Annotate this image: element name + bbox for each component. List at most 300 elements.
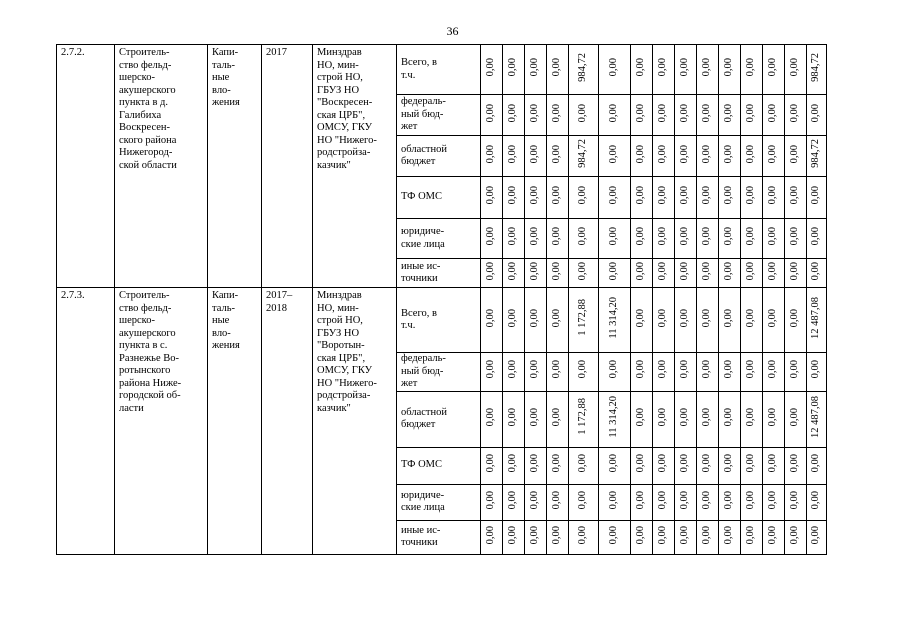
value-text: 0,00 [551, 58, 563, 77]
value-cell [741, 391, 763, 447]
value-cell [763, 520, 785, 554]
value-text: 0,00 [507, 454, 519, 473]
value-text: 0,00 [745, 454, 757, 473]
value-cell [569, 259, 599, 288]
value-cell [547, 95, 569, 136]
value-cell [785, 447, 807, 484]
value-cell [741, 219, 763, 259]
value-cell [569, 484, 599, 520]
value-cell [481, 45, 503, 95]
value-text: 12 487,08 [810, 395, 822, 438]
value-text: 0,00 [723, 407, 735, 426]
value-text: 0,00 [701, 227, 713, 246]
funding-source: ТФ ОМС [397, 447, 481, 484]
value-cell [763, 177, 785, 219]
value-cell [675, 353, 697, 392]
value-cell [481, 391, 503, 447]
value-cell [763, 95, 785, 136]
value-text: 0,00 [529, 58, 541, 77]
value-text: 0,00 [701, 490, 713, 509]
value-cell [675, 484, 697, 520]
value-cell [503, 45, 525, 95]
value-cell [631, 391, 653, 447]
value-cell [763, 484, 785, 520]
value-cell [525, 177, 547, 219]
value-text: 0,00 [810, 490, 822, 509]
value-text: 0,00 [767, 360, 779, 379]
value-text: 0,00 [789, 454, 801, 473]
value-cell [741, 177, 763, 219]
value-text: 0,00 [789, 103, 801, 122]
value-cell [653, 484, 675, 520]
value-cell [547, 288, 569, 353]
value-cell [675, 391, 697, 447]
value-cell [675, 520, 697, 554]
value-text: 0,00 [529, 360, 541, 379]
value-text: 0,00 [529, 490, 541, 509]
value-cell [503, 353, 525, 392]
value-text: 0,00 [485, 144, 497, 163]
value-cell [675, 95, 697, 136]
value-cell [741, 45, 763, 95]
value-cell [481, 177, 503, 219]
value-text: 0,00 [529, 308, 541, 327]
value-cell [807, 136, 827, 177]
value-text: 0,00 [723, 227, 735, 246]
value-cell [653, 520, 675, 554]
value-text: 0,00 [723, 525, 735, 544]
value-cell [719, 177, 741, 219]
value-cell [741, 136, 763, 177]
value-cell [785, 520, 807, 554]
value-text: 0,00 [789, 58, 801, 77]
value-text: 0,00 [723, 454, 735, 473]
value-cell [719, 520, 741, 554]
value-cell [503, 259, 525, 288]
value-cell [525, 484, 547, 520]
finance-table [56, 44, 827, 555]
value-text: 0,00 [485, 103, 497, 122]
value-text: 0,00 [810, 103, 822, 122]
value-cell [503, 484, 525, 520]
value-text: 0,00 [577, 186, 589, 205]
value-cell [785, 288, 807, 353]
value-cell [719, 288, 741, 353]
value-text: 0,00 [657, 360, 669, 379]
value-cell [785, 219, 807, 259]
value-text: 0,00 [745, 407, 757, 426]
value-cell [697, 219, 719, 259]
value-cell [525, 136, 547, 177]
value-cell [481, 353, 503, 392]
value-cell [631, 45, 653, 95]
value-cell [547, 520, 569, 554]
value-text: 1 172,88 [577, 299, 589, 337]
value-text: 0,00 [485, 308, 497, 327]
value-cell [807, 353, 827, 392]
value-cell [525, 95, 547, 136]
value-text: 0,00 [551, 308, 563, 327]
value-text: 0,00 [507, 261, 519, 280]
value-cell [631, 95, 653, 136]
value-cell [675, 177, 697, 219]
value-text: 0,00 [657, 227, 669, 246]
value-text: 0,00 [529, 407, 541, 426]
value-cell [697, 353, 719, 392]
value-text: 0,00 [635, 454, 647, 473]
value-cell [599, 259, 631, 288]
value-cell [653, 447, 675, 484]
value-text: 0,00 [810, 454, 822, 473]
value-text: 0,00 [608, 58, 620, 77]
value-text: 0,00 [745, 360, 757, 379]
value-text: 0,00 [767, 490, 779, 509]
value-text: 0,00 [485, 58, 497, 77]
value-cell [569, 136, 599, 177]
value-text: 0,00 [635, 360, 647, 379]
value-cell [599, 447, 631, 484]
value-text: 0,00 [485, 261, 497, 280]
value-text: 0,00 [745, 103, 757, 122]
value-cell [569, 177, 599, 219]
value-cell [719, 447, 741, 484]
value-text: 0,00 [679, 525, 691, 544]
value-text: 984,72 [577, 52, 589, 82]
value-cell [763, 45, 785, 95]
value-cell [807, 259, 827, 288]
value-text: 0,00 [723, 490, 735, 509]
value-cell [653, 259, 675, 288]
value-text: 0,00 [635, 103, 647, 122]
value-cell [547, 391, 569, 447]
value-text: 0,00 [507, 308, 519, 327]
value-cell [785, 95, 807, 136]
value-text: 0,00 [657, 454, 669, 473]
value-text: 0,00 [551, 360, 563, 379]
value-cell [631, 520, 653, 554]
value-cell [525, 520, 547, 554]
funding-source: областной бюджет [397, 136, 481, 177]
item-code: 2.7.2. [57, 45, 115, 288]
value-cell [525, 391, 547, 447]
value-cell [653, 391, 675, 447]
value-cell [503, 447, 525, 484]
value-text: 0,00 [701, 454, 713, 473]
value-text: 0,00 [679, 407, 691, 426]
value-text: 0,00 [635, 144, 647, 163]
table-body [57, 45, 827, 555]
page-number: 36 [446, 24, 459, 38]
value-cell [569, 95, 599, 136]
value-text: 0,00 [789, 490, 801, 509]
value-text: 0,00 [635, 490, 647, 509]
value-text: 0,00 [745, 186, 757, 205]
value-text: 0,00 [529, 227, 541, 246]
value-cell [547, 353, 569, 392]
value-cell [719, 259, 741, 288]
value-cell [741, 447, 763, 484]
value-text: 0,00 [701, 261, 713, 280]
value-text: 0,00 [701, 407, 713, 426]
value-cell [547, 484, 569, 520]
value-text: 0,00 [657, 58, 669, 77]
value-text: 0,00 [745, 58, 757, 77]
value-cell [503, 288, 525, 353]
value-cell [599, 353, 631, 392]
value-text: 0,00 [485, 186, 497, 205]
value-cell [697, 447, 719, 484]
value-text: 0,00 [635, 407, 647, 426]
value-cell [569, 288, 599, 353]
funding-source: иные ис- точники [397, 259, 481, 288]
funding-source: Всего, в т.ч. [397, 45, 481, 95]
value-cell [631, 353, 653, 392]
value-cell [675, 136, 697, 177]
value-text: 0,00 [608, 525, 620, 544]
value-text: 0,00 [529, 454, 541, 473]
value-text: 0,00 [767, 227, 779, 246]
value-cell [653, 136, 675, 177]
value-text: 0,00 [577, 490, 589, 509]
value-text: 12 487,08 [810, 296, 822, 339]
value-cell [719, 136, 741, 177]
value-cell [481, 288, 503, 353]
value-text: 0,00 [529, 261, 541, 280]
value-cell [675, 447, 697, 484]
value-text: 0,00 [635, 58, 647, 77]
value-text: 0,00 [551, 525, 563, 544]
value-text: 0,00 [789, 227, 801, 246]
value-text: 0,00 [679, 186, 691, 205]
value-text: 0,00 [701, 525, 713, 544]
value-cell [785, 136, 807, 177]
value-cell [599, 288, 631, 353]
value-text: 0,00 [635, 186, 647, 205]
value-text: 0,00 [679, 360, 691, 379]
value-cell [807, 484, 827, 520]
value-cell [525, 288, 547, 353]
value-cell [741, 288, 763, 353]
value-text: 0,00 [767, 144, 779, 163]
value-cell [631, 136, 653, 177]
value-cell [631, 259, 653, 288]
value-cell [569, 353, 599, 392]
value-cell [675, 259, 697, 288]
value-text: 0,00 [507, 144, 519, 163]
value-text: 0,00 [745, 490, 757, 509]
table-row [57, 45, 827, 95]
value-cell [697, 288, 719, 353]
value-cell [481, 520, 503, 554]
value-text: 0,00 [810, 227, 822, 246]
value-text: 0,00 [789, 144, 801, 163]
value-text: 0,00 [723, 308, 735, 327]
value-text: 0,00 [635, 525, 647, 544]
value-text: 0,00 [551, 144, 563, 163]
value-text: 0,00 [767, 103, 779, 122]
value-cell [481, 259, 503, 288]
value-text: 0,00 [551, 407, 563, 426]
value-text: 0,00 [789, 407, 801, 426]
value-cell [719, 391, 741, 447]
value-text: 0,00 [551, 490, 563, 509]
value-text: 0,00 [485, 525, 497, 544]
value-text: 0,00 [745, 144, 757, 163]
value-cell [547, 136, 569, 177]
value-text: 0,00 [507, 58, 519, 77]
value-text: 0,00 [701, 308, 713, 327]
value-text: 0,00 [767, 407, 779, 426]
value-text: 0,00 [789, 261, 801, 280]
value-text: 0,00 [577, 103, 589, 122]
value-text: 0,00 [723, 103, 735, 122]
item-years: 2017– 2018 [262, 288, 313, 555]
value-text: 984,72 [810, 139, 822, 169]
value-text: 0,00 [723, 144, 735, 163]
value-text: 0,00 [551, 103, 563, 122]
value-cell [653, 177, 675, 219]
value-text: 0,00 [551, 261, 563, 280]
value-text: 0,00 [657, 525, 669, 544]
funding-source: юридиче- ские лица [397, 484, 481, 520]
value-text: 0,00 [485, 490, 497, 509]
value-text: 0,00 [723, 261, 735, 280]
value-text: 0,00 [507, 490, 519, 509]
value-text: 0,00 [507, 186, 519, 205]
value-text: 0,00 [657, 308, 669, 327]
value-text: 0,00 [701, 144, 713, 163]
value-cell [525, 219, 547, 259]
value-text: 0,00 [608, 490, 620, 509]
value-text: 0,00 [767, 308, 779, 327]
value-cell [741, 520, 763, 554]
value-cell [599, 136, 631, 177]
value-text: 0,00 [745, 308, 757, 327]
value-text: 0,00 [608, 454, 620, 473]
value-cell [631, 219, 653, 259]
value-cell [481, 136, 503, 177]
value-text: 984,72 [810, 52, 822, 82]
value-cell [785, 353, 807, 392]
value-cell [719, 219, 741, 259]
value-cell [569, 45, 599, 95]
item-executor: Минздрав НО, мин- строй НО, ГБУЗ НО "Воскресен- ская ЦРБ", ОМСУ, ГКУ НО "Нижего- родстройза- казчик" [313, 45, 397, 288]
value-cell [807, 95, 827, 136]
value-text: 0,00 [529, 144, 541, 163]
item-type: Капи- таль- ные вло- жения [208, 45, 262, 288]
value-cell [763, 136, 785, 177]
value-text: 0,00 [577, 360, 589, 379]
value-text: 0,00 [679, 144, 691, 163]
item-code: 2.7.3. [57, 288, 115, 555]
value-cell [675, 288, 697, 353]
value-cell [675, 219, 697, 259]
value-text: 0,00 [701, 186, 713, 205]
value-text: 0,00 [635, 227, 647, 246]
funding-source: федераль- ный бюд- жет [397, 353, 481, 392]
value-text: 0,00 [723, 58, 735, 77]
value-cell [719, 45, 741, 95]
value-text: 0,00 [810, 261, 822, 280]
value-text: 0,00 [529, 103, 541, 122]
value-cell [697, 520, 719, 554]
value-cell [785, 484, 807, 520]
value-cell [631, 484, 653, 520]
value-cell [653, 45, 675, 95]
value-text: 0,00 [679, 58, 691, 77]
value-cell [785, 45, 807, 95]
funding-source: юридиче- ские лица [397, 219, 481, 259]
value-cell [547, 219, 569, 259]
value-cell [653, 95, 675, 136]
value-cell [697, 484, 719, 520]
value-text: 0,00 [789, 308, 801, 327]
value-cell [807, 177, 827, 219]
value-text: 0,00 [577, 454, 589, 473]
value-cell [741, 259, 763, 288]
value-text: 1 172,88 [577, 398, 589, 436]
value-text: 0,00 [701, 103, 713, 122]
value-cell [525, 45, 547, 95]
value-cell [719, 484, 741, 520]
value-text: 0,00 [679, 227, 691, 246]
value-text: 0,00 [657, 261, 669, 280]
value-cell [525, 353, 547, 392]
value-cell [697, 259, 719, 288]
value-cell [503, 136, 525, 177]
value-text: 0,00 [507, 360, 519, 379]
value-cell [653, 353, 675, 392]
value-cell [569, 520, 599, 554]
value-text: 984,72 [577, 139, 589, 169]
value-cell [503, 95, 525, 136]
value-text: 0,00 [551, 186, 563, 205]
value-text: 0,00 [635, 261, 647, 280]
value-text: 0,00 [789, 186, 801, 205]
value-text: 0,00 [745, 261, 757, 280]
value-cell [697, 45, 719, 95]
value-cell [719, 353, 741, 392]
item-years: 2017 [262, 45, 313, 288]
value-text: 0,00 [577, 261, 589, 280]
value-text: 0,00 [577, 227, 589, 246]
value-text: 0,00 [551, 454, 563, 473]
value-text: 0,00 [529, 186, 541, 205]
value-text: 0,00 [608, 360, 620, 379]
value-cell [807, 391, 827, 447]
value-text: 0,00 [745, 525, 757, 544]
value-text: 0,00 [789, 360, 801, 379]
value-text: 0,00 [507, 407, 519, 426]
value-text: 0,00 [551, 227, 563, 246]
value-cell [719, 95, 741, 136]
funding-source: федераль- ный бюд- жет [397, 95, 481, 136]
value-text: 0,00 [608, 227, 620, 246]
value-text: 0,00 [701, 360, 713, 379]
value-cell [547, 177, 569, 219]
value-cell [599, 95, 631, 136]
value-text: 0,00 [789, 525, 801, 544]
value-cell [599, 391, 631, 447]
value-text: 0,00 [608, 144, 620, 163]
value-cell [481, 95, 503, 136]
value-cell [599, 520, 631, 554]
value-cell [697, 136, 719, 177]
value-cell [599, 484, 631, 520]
value-text: 0,00 [745, 227, 757, 246]
value-cell [653, 219, 675, 259]
value-cell [807, 447, 827, 484]
